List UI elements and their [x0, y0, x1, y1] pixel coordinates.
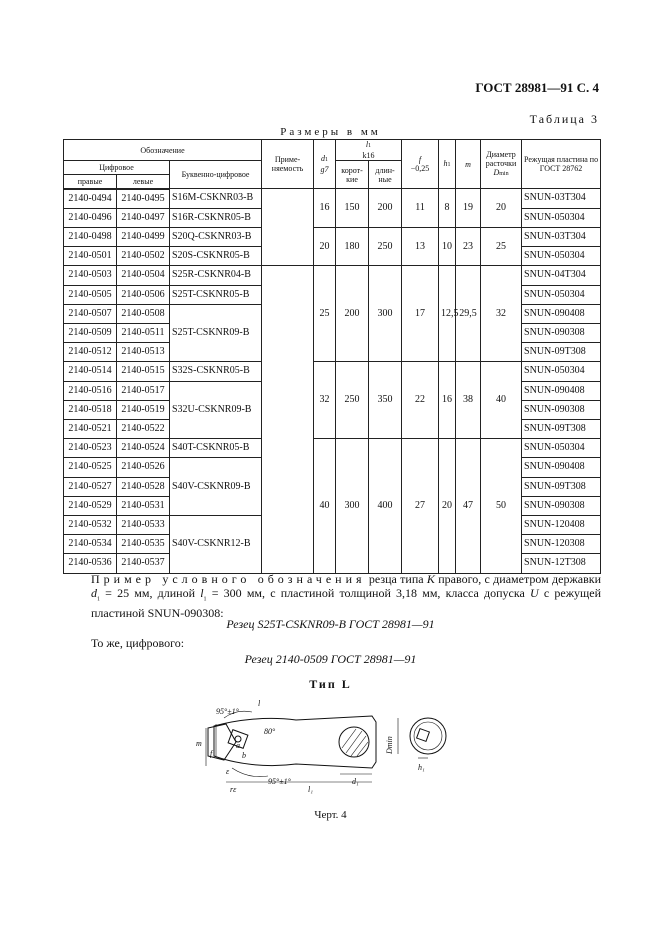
end-view-insert	[417, 729, 430, 742]
col-left: левые	[117, 175, 170, 189]
label-dmin: Dmin	[385, 736, 394, 754]
table-row: 2140-0505 2140-0506 S25T-CSKNR05-B SNUN-050304	[64, 285, 601, 304]
example-paragraph: Пример условного обозначения резца типа K правого, с диаметром державки $d_1 = 25$ мм, длиной $l_1 = 300$ мм, с пластиной толщиной 3,18 мм, класса допуска U с режущей пластиной SNUN-090308:	[91, 572, 602, 621]
table-row: 2140-0521 2140-0522 SNUN-09T308	[64, 419, 601, 438]
label-l: l	[258, 699, 261, 708]
table-row: 2140-0532 2140-0533 S40V-CSKNR12-B SNUN-120408	[64, 515, 601, 534]
table-row: 2140-0507 2140-0508 S25T-CSKNR09-B SNUN-090408	[64, 304, 601, 323]
table-row: 2140-0512 2140-0513 SNUN-09T308	[64, 343, 601, 362]
label-m: m	[196, 739, 202, 748]
col-long: длин-ные	[369, 161, 402, 189]
example-designation-alpha: Резец S25T-CSKNR09-B ГОСТ 28981—91	[226, 617, 435, 631]
label-l1: l₁	[308, 785, 314, 794]
table-row: 2140-0501 2140-0502 S20S-CSKNR05-B SNUN-050304	[64, 247, 601, 266]
col-short: корот-кие	[336, 161, 369, 189]
label-re: rε	[230, 785, 237, 794]
tool-drawing	[196, 698, 456, 802]
table-row: 2140-0496 2140-0497 S16R-CSKNR05-B SNUN-050304	[64, 208, 601, 227]
table-row: 2140-0525 2140-0526 S40V-CSKNR09-B SNUN-090408	[64, 458, 601, 477]
table-row: 2140-0503 2140-0504 S25R-CSKNR04-B 25 200 300 17 12,5 29,5 32 SNUN-04T304	[64, 266, 601, 285]
col-digital: Цифровое	[64, 161, 170, 175]
col-alphanumeric: Буквенно-цифровое	[170, 161, 262, 189]
example-designation-digital: Резец 2140-0509 ГОСТ 28981—91	[244, 652, 417, 666]
table-row: 2140-0516 2140-0517 S32U-CSKNR09-B SNUN-090408	[64, 381, 601, 400]
col-dmin: Диаметр расточки Dmin	[481, 140, 522, 189]
page-header: ГОСТ 28981—91 С. 4	[475, 80, 599, 95]
table-row: 2140-0527 2140-0528 SNUN-09T308	[64, 477, 601, 496]
table-row: 2140-0534 2140-0535 SNUN-120308	[64, 535, 601, 554]
col-h1: h1	[439, 140, 456, 189]
label-epsilon: ε	[226, 767, 230, 776]
same-digital-text: То же, цифрового:	[91, 636, 185, 650]
label-a: a	[236, 741, 240, 750]
label-h1: h₁	[418, 763, 425, 772]
label-d1: d₁	[352, 777, 359, 786]
col-l1: l1 k16	[336, 140, 402, 161]
label-angle-top: 95°±1°	[216, 707, 239, 716]
dimensions-caption: Размеры в мм	[280, 126, 381, 138]
label-angle-80: 80°	[264, 727, 276, 736]
table-row: 2140-0498 2140-0499 S20Q-CSKNR03-B 20 180 250 13 10 23 25 SNUN-03T304	[64, 227, 601, 246]
angle-arc-bottom	[232, 768, 268, 777]
label-f: f	[210, 749, 213, 758]
table-row: 2140-0514 2140-0515 S32S-CSKNR05-B 32 250 350 22 16 38 40 SNUN-050304	[64, 362, 601, 381]
table-row: 2140-0529 2140-0531 SNUN-090308	[64, 496, 601, 515]
table-row: 2140-0494 2140-0495 S16M-CSKNR03-B 16 150 200 11 8 19 20 SNUN-03T304	[64, 189, 601, 209]
table-row: 2140-0518 2140-0519 SNUN-090308	[64, 400, 601, 419]
dimensions-table	[63, 139, 601, 574]
col-applicability: Приме-няемость	[262, 140, 314, 189]
label-b: b	[242, 751, 246, 760]
shank-hatch	[342, 729, 368, 756]
table-row: 2140-0536 2140-0537 SNUN-12T308	[64, 554, 601, 573]
table-row: 2140-0509 2140-0511 SNUN-090308	[64, 323, 601, 342]
figure-caption: Черт. 4	[314, 809, 347, 821]
table-caption: Таблица 3	[529, 112, 599, 126]
col-f: f −0,25	[402, 140, 439, 189]
label-angle-bottom: 95°±1°	[268, 777, 291, 786]
col-d1: d1 g7	[314, 140, 336, 189]
col-m: m	[456, 140, 481, 189]
col-right: правые	[64, 175, 117, 189]
table-row: 2140-0523 2140-0524 S40T-CSKNR05-B 40 300 400 27 20 47 50 SNUN-050304	[64, 439, 601, 458]
col-insert: Режущая пластина по ГОСТ 28762	[522, 140, 601, 189]
type-label: Тип L	[309, 677, 352, 691]
col-designation: Обозначение	[64, 140, 262, 161]
